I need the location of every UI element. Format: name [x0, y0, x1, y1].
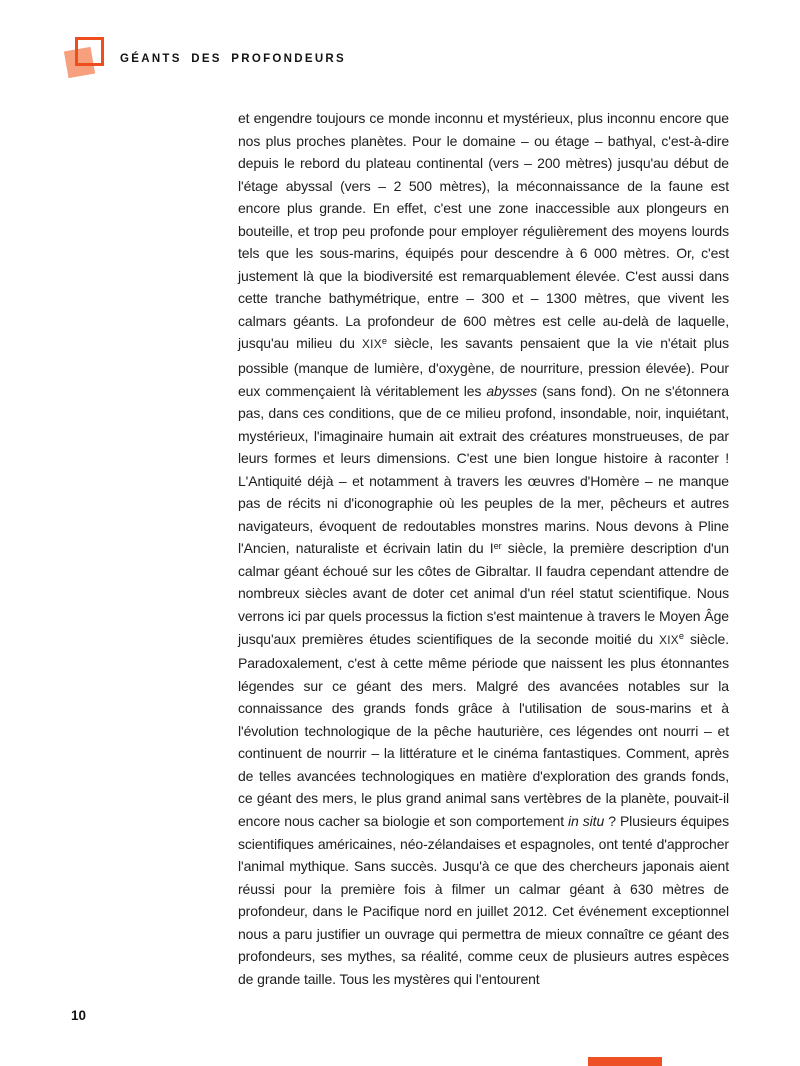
body-text [238, 107, 729, 990]
body-text-segment: siècle, les savants pensaient que la vie n'était plus possible (manque de lumière, d'oxygène, de nourriture, pression élevée). Pour eux commençaient là véritablement les [238, 335, 729, 399]
chapter-title: GÉANTS DES PROFONDEURS [120, 53, 347, 65]
body-text-segment: et engendre toujours ce monde inconnu et mystérieux, plus inconnu encore que nos plus proches planètes. Pour le domaine – ou étage – bathyal, c'est-à-dire depuis le rebord du plateau continental (vers – 200 mètres) jusqu'au début de l'étage abyssal (vers – 2 500 mètres), la méconnaissance de la faune est encore plus grande. En effet, c'est une zone inaccessible aux plongeurs en bouteille, et trop peu profonde pour employer régulièrement des moyens lourds tels que les sous-marins, équipés pour descendre à 6 000 mètres. Or, c'est justement là que la biodiversité est remarquablement élevée. C'est aussi dans cette tranche bathymétrique, entre – 300 et – 1300 mètres, que vivent les calmars géants. La profondeur de 600 mètres est celle au-delà de laquelle, jusqu'au milieu du [238, 110, 729, 352]
chapter-logo-icon [66, 35, 108, 81]
bottom-accent-bar [588, 1057, 662, 1066]
body-text-segment: XIX [362, 338, 382, 352]
body-text-segment: er [493, 541, 502, 552]
body-text-segment: e [678, 631, 684, 642]
body-text-segment: (sans fond). On ne s'étonnera pas, dans ces conditions, que de ce milieu profond, insondable, noir, inquiétant, mystérieux, l'imaginaire humain ait extrait des créatures monstrueuses, de par leurs formes et leurs dimensions. C'est une bien longue histoire à raconter ! L'Antiquité déjà – et notamment à travers les œuvres d'Homère – ne manque pas de récits ni d'iconographie où les peuples de la mer, pêcheurs et autres navigateurs, évoquent de redoutables monstres marins. Nous devons à Pline l'Ancien, naturaliste et écrivain latin du I [238, 382, 729, 557]
page-number: 10 [71, 1008, 87, 1023]
body-text-segment: siècle, la première description d'un calmar géant échoué sur les côtes de Gibraltar. Il faudra cependant attendre de nombreux siècles avant de doter cet animal d'un réel statut scientifique. Nous verrons ici par quels processus la fiction s'est maintenue à travers le Moyen Âge jusqu'aux premières études scientifiques de la seconde moitié du [238, 540, 729, 647]
body-text-segment: XIX [659, 633, 679, 647]
chapter-header [66, 34, 346, 82]
body-text-segment: siècle. Paradoxalement, c'est à cette même période que naissent les plus étonnantes légendes sur ce géant des mers. Malgré des avancées notables sur la connaissance des grands fonds grâce à l'utilisation de sous-marins et à l'évolution technologique de la pêche hauturière, ces légendes ont nourri – et continuent de nourrir – la littérature et le cinéma fantastiques. Comment, après de telles avancées technologiques en matière d'exploration des grands fonds, ce géant des mers, le plus grand animal sans vertèbres de la planète, pouvait-il encore nous cacher sa biologie et son comportement [238, 630, 729, 829]
logo-outline-square [75, 37, 104, 66]
body-text-segment: ? Plusieurs équipes scientifiques américaines, néo-zélandaises et espagnoles, ont tenté d'approcher l'animal mythique. Sans succès. Jusqu'à ce que des chercheurs japonais aient réussi pour la première fois à filmer un calmar géant à 630 mètres de profondeur, dans le Pacifique nord en juillet 2012. Cet événement exceptionnel nous a paru justifier un ouvrage qui permettra de mieux connaître ce géant des profondeurs, ses mythes, sa réalité, comme ceux de plusieurs autres espèces de grande taille. Tous les mystères qui l'entourent [238, 812, 730, 987]
body-text-segment: e [381, 336, 387, 347]
body-text-segment: abysses [486, 382, 538, 399]
body-text-segment: in situ [568, 812, 605, 829]
